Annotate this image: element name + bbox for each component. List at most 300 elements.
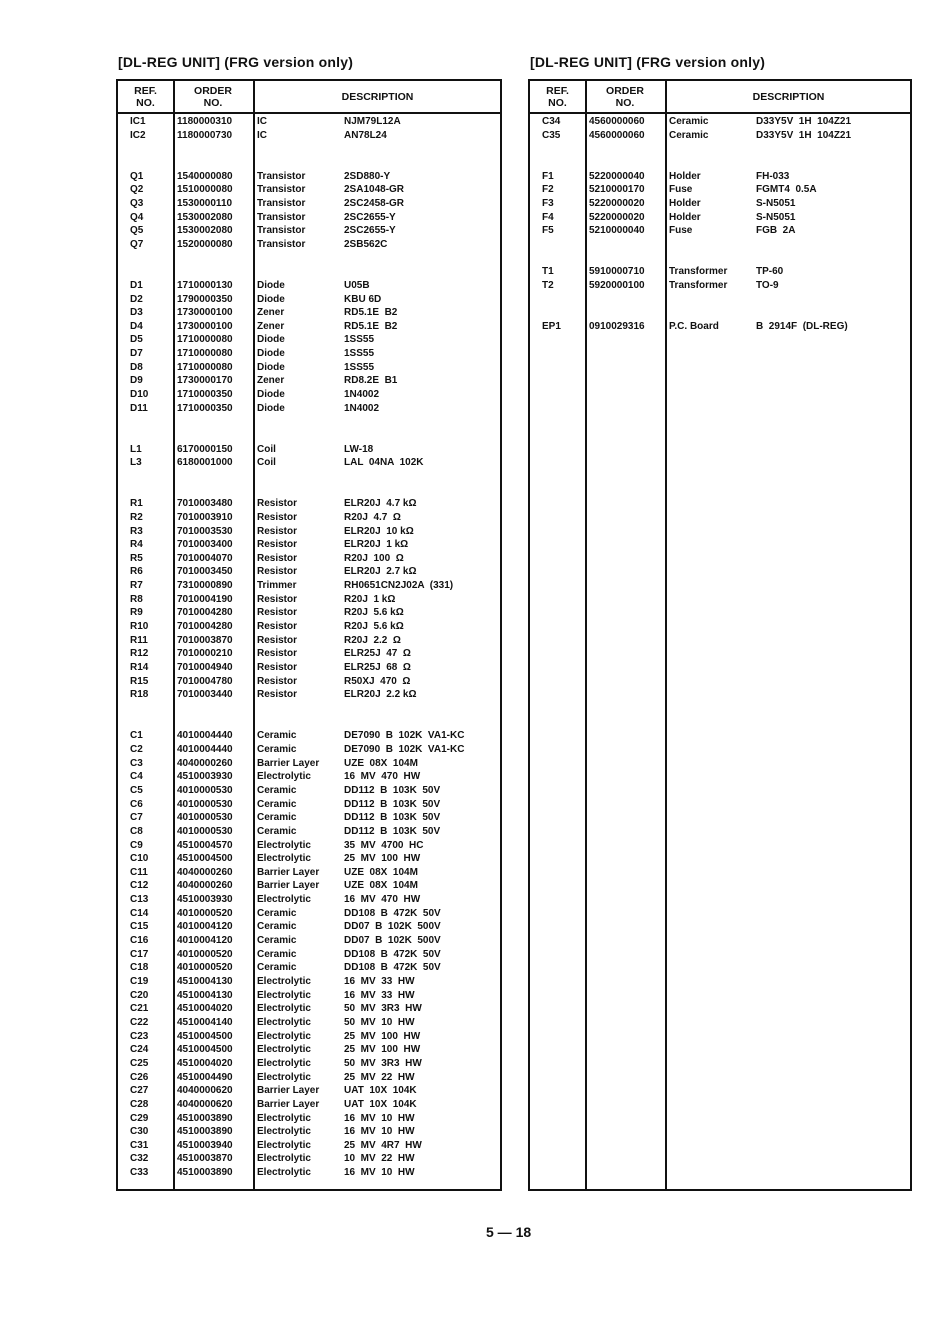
cell-type: Electrolytic xyxy=(257,1016,311,1028)
cell-type: Holder xyxy=(669,211,701,223)
cell-spec: R20J 1 kΩ xyxy=(344,593,396,605)
cell-order: 4510004020 xyxy=(177,1003,233,1015)
table-row xyxy=(118,1139,500,1153)
cell-type: Resistor xyxy=(257,566,298,578)
table-row xyxy=(118,170,500,184)
cell-spec: DD112 B 103K 50V xyxy=(344,812,441,824)
cell-ref: C33 xyxy=(130,1167,149,1178)
table-row xyxy=(118,647,500,661)
cell-type: P.C. Board xyxy=(669,320,719,332)
cell-ref: C22 xyxy=(130,1016,149,1028)
table-row xyxy=(118,961,500,975)
cell-order: 1510000080 xyxy=(177,184,233,196)
cell-spec: 16 MV 33 HW xyxy=(344,976,415,987)
cell-ref: C17 xyxy=(130,948,149,960)
cell-order: 1710000350 xyxy=(177,389,233,400)
cell-order: 4010004120 xyxy=(177,921,233,933)
cell-order: 4010004440 xyxy=(177,730,233,742)
cell-ref: C18 xyxy=(130,962,149,974)
cell-ref: C5 xyxy=(130,784,143,796)
cell-order: 7010003910 xyxy=(177,511,233,523)
cell-order: 4510004140 xyxy=(177,1016,233,1028)
cell-ref: C3 xyxy=(130,757,143,769)
cell-ref: R9 xyxy=(130,607,143,619)
cell-ref: R18 xyxy=(130,689,149,701)
cell-type: Barrier Layer xyxy=(257,866,320,878)
cell-type: Electrolytic xyxy=(257,853,311,865)
cell-type: Zener xyxy=(257,307,285,319)
cell-type: IC xyxy=(257,116,267,127)
table-row xyxy=(118,1112,500,1126)
cell-spec: ELR20J 1 kΩ xyxy=(344,539,409,551)
table-row xyxy=(118,661,500,675)
cell-type: Transformer xyxy=(669,279,728,291)
cell-ref: C8 xyxy=(130,825,143,837)
table-row xyxy=(530,211,910,225)
cell-spec: LW-18 xyxy=(344,443,374,455)
table-row xyxy=(530,129,910,143)
table-row xyxy=(118,129,500,143)
table-row xyxy=(118,620,500,634)
cell-spec: D33Y5V 1H 104Z21 xyxy=(756,129,852,141)
cell-order: 5910000710 xyxy=(589,266,645,278)
cell-order: 4510003890 xyxy=(177,1126,233,1138)
cell-spec: 16 MV 470 HW xyxy=(344,771,421,783)
cell-ref: D8 xyxy=(130,361,143,373)
order-header xyxy=(173,81,253,112)
cell-type: IC xyxy=(257,129,267,141)
cell-order: 4510004490 xyxy=(177,1071,233,1083)
cell-type: Diode xyxy=(257,361,285,373)
cell-order: 4010000530 xyxy=(177,798,233,810)
cell-ref: R14 xyxy=(130,662,149,673)
cell-order: 4560000060 xyxy=(589,129,645,141)
table-row xyxy=(118,934,500,948)
cell-order: 4510004130 xyxy=(177,976,233,987)
cell-ref: C29 xyxy=(130,1112,149,1124)
cell-spec: 25 MV 22 HW xyxy=(344,1071,415,1083)
cell-spec: 25 MV 4R7 HW xyxy=(344,1139,422,1151)
table-row xyxy=(118,989,500,1003)
cell-order: 7010004190 xyxy=(177,593,233,605)
cell-spec: B 2914F (DL-REG) xyxy=(756,320,848,332)
cell-ref: R10 xyxy=(130,621,149,632)
cell-spec: DD108 B 472K 50V xyxy=(344,907,441,919)
cell-order: 1530002080 xyxy=(177,225,233,237)
cell-order: 0910029316 xyxy=(589,320,645,332)
cell-ref: C25 xyxy=(130,1057,149,1069)
cell-ref: D10 xyxy=(130,389,149,400)
table-row xyxy=(118,374,500,388)
table-row xyxy=(118,1071,500,1085)
cell-ref: C24 xyxy=(130,1044,149,1056)
cell-type: Ceramic xyxy=(257,798,297,810)
cell-ref: C21 xyxy=(130,1003,149,1015)
cell-type: Electrolytic xyxy=(257,1003,311,1015)
cell-ref: F5 xyxy=(542,225,554,237)
cell-order: 4010000530 xyxy=(177,784,233,796)
cell-ref: C9 xyxy=(130,839,143,851)
table-row xyxy=(530,197,910,211)
cell-type: Ceramic xyxy=(257,812,297,824)
cell-ref: R6 xyxy=(130,566,143,578)
cell-spec: TP-60 xyxy=(756,266,784,278)
cell-spec: S-N5051 xyxy=(756,211,796,223)
column-divider xyxy=(585,81,587,1189)
cell-ref: Q5 xyxy=(130,225,144,237)
cell-order: 4510004500 xyxy=(177,853,233,865)
cell-order: 4010000520 xyxy=(177,907,233,919)
cell-type: Resistor xyxy=(257,525,298,537)
cell-ref: C15 xyxy=(130,921,149,933)
cell-order: 7010000210 xyxy=(177,648,233,660)
left-table-title: [DL-REG UNIT] (FRG version only) xyxy=(118,54,354,70)
cell-spec: DD112 B 103K 50V xyxy=(344,784,441,796)
table-row xyxy=(118,1152,500,1166)
cell-spec: FGB 2A xyxy=(756,225,796,237)
table-row xyxy=(118,388,500,402)
cell-order: 1180000730 xyxy=(177,129,233,141)
cell-order: 7010003450 xyxy=(177,566,233,578)
table-row xyxy=(118,402,500,416)
cell-ref: R15 xyxy=(130,675,149,687)
ref-header xyxy=(118,81,173,112)
cell-order: 7010003440 xyxy=(177,689,233,701)
cell-type: Resistor xyxy=(257,511,298,523)
table-row xyxy=(118,852,500,866)
cell-type: Transistor xyxy=(257,225,306,237)
cell-order: 5920000100 xyxy=(589,279,645,291)
cell-ref: C31 xyxy=(130,1139,149,1151)
cell-spec: 10 MV 22 HW xyxy=(344,1153,415,1165)
cell-type: Transistor xyxy=(257,197,306,209)
cell-ref: Q7 xyxy=(130,238,144,250)
cell-type: Diode xyxy=(257,334,285,346)
cell-type: Electrolytic xyxy=(257,989,311,1001)
cell-spec: NJM79L12A xyxy=(344,116,401,127)
cell-type: Resistor xyxy=(257,593,298,605)
cell-ref: F1 xyxy=(542,170,554,182)
cell-ref: T2 xyxy=(542,279,554,291)
cell-ref: C10 xyxy=(130,853,149,865)
cell-order: 1180000310 xyxy=(177,116,233,127)
cell-spec: DE7090 B 102K VA1-KC xyxy=(344,743,465,755)
cell-type: Electrolytic xyxy=(257,1112,311,1124)
cell-type: Ceramic xyxy=(257,921,297,933)
ref-header-line2: NO. xyxy=(548,96,567,109)
cell-spec: D33Y5V 1H 104Z21 xyxy=(756,116,852,127)
order-header xyxy=(585,81,665,112)
table-row xyxy=(118,224,500,238)
cell-type: Resistor xyxy=(257,621,298,632)
cell-spec: AN78L24 xyxy=(344,129,387,141)
cell-ref: Q1 xyxy=(130,170,144,182)
cell-spec: 2SB562C xyxy=(344,238,388,250)
cell-ref: R8 xyxy=(130,593,143,605)
cell-ref: R12 xyxy=(130,648,149,660)
description-header xyxy=(253,81,502,112)
cell-type: Ceramic xyxy=(669,116,709,127)
cell-type: Resistor xyxy=(257,648,298,660)
table-row xyxy=(118,306,500,320)
cell-type: Transistor xyxy=(257,170,306,182)
description-header-label: DESCRIPTION xyxy=(752,90,825,103)
cell-spec: DD112 B 103K 50V xyxy=(344,798,441,810)
cell-type: Barrier Layer xyxy=(257,757,320,769)
cell-spec: DD07 B 102K 500V xyxy=(344,935,441,946)
table-row xyxy=(118,279,500,293)
table-row xyxy=(530,115,910,129)
table-row xyxy=(118,757,500,771)
cell-type: Barrier Layer xyxy=(257,1085,320,1097)
cell-spec: 16 MV 470 HW xyxy=(344,894,421,906)
cell-ref: C14 xyxy=(130,907,149,919)
order-header-line2: NO. xyxy=(203,96,223,109)
cell-order: 1730000100 xyxy=(177,320,233,332)
cell-type: Resistor xyxy=(257,539,298,551)
cell-spec: LAL 04NA 102K xyxy=(344,457,424,469)
cell-ref: C11 xyxy=(130,866,148,878)
table-row xyxy=(118,798,500,812)
cell-type: Electrolytic xyxy=(257,1167,311,1178)
cell-order: 4010000520 xyxy=(177,948,233,960)
cell-ref: R2 xyxy=(130,511,143,523)
page-number: 5 — 18 xyxy=(486,1224,532,1240)
table-row xyxy=(118,1125,500,1139)
cell-type: Transistor xyxy=(257,238,306,250)
cell-order: 4510004570 xyxy=(177,839,233,851)
cell-type: Holder xyxy=(669,197,701,209)
cell-spec: 2SD880-Y xyxy=(344,170,391,182)
table-row xyxy=(118,511,500,525)
cell-spec: UAT 10X 104K xyxy=(344,1098,417,1110)
cell-order: 1520000080 xyxy=(177,238,233,250)
cell-spec: R20J 5.6 kΩ xyxy=(344,621,404,632)
cell-type: Diode xyxy=(257,389,285,400)
cell-spec: R20J 5.6 kΩ xyxy=(344,607,404,619)
cell-type: Electrolytic xyxy=(257,1044,311,1056)
table-row xyxy=(118,1030,500,1044)
cell-spec: 35 MV 4700 HC xyxy=(344,839,424,851)
ref-header xyxy=(530,81,585,112)
cell-ref: R3 xyxy=(130,525,143,537)
cell-ref: IC2 xyxy=(130,129,146,141)
cell-ref: T1 xyxy=(542,266,554,278)
cell-type: Resistor xyxy=(257,607,298,619)
table-row xyxy=(118,975,500,989)
table-row xyxy=(118,211,500,225)
cell-spec: 25 MV 100 HW xyxy=(344,1044,421,1056)
table-row xyxy=(118,293,500,307)
cell-spec: ELR25J 68 Ω xyxy=(344,662,411,673)
table-row xyxy=(118,839,500,853)
cell-order: 4010000530 xyxy=(177,825,233,837)
cell-spec: 2SC2655-Y xyxy=(344,211,396,223)
cell-ref: D3 xyxy=(130,307,143,319)
table-row xyxy=(118,1043,500,1057)
table-row xyxy=(118,579,500,593)
table-row xyxy=(118,729,500,743)
cell-spec: UZE 08X 104M xyxy=(344,880,418,892)
table-row xyxy=(530,320,910,334)
cell-order: 4010000530 xyxy=(177,812,233,824)
cell-type: Ceramic xyxy=(257,784,297,796)
cell-ref: F4 xyxy=(542,211,554,223)
cell-spec: 25 MV 100 HW xyxy=(344,1030,421,1042)
cell-spec: R20J 100 Ω xyxy=(344,552,404,564)
cell-ref: C20 xyxy=(130,989,149,1001)
cell-type: Holder xyxy=(669,170,701,182)
cell-type: Diode xyxy=(257,348,285,360)
cell-type: Resistor xyxy=(257,634,298,646)
cell-type: Electrolytic xyxy=(257,1057,311,1069)
right-parts-table xyxy=(528,79,912,1191)
cell-ref: R1 xyxy=(130,498,143,510)
cell-type: Trimmer xyxy=(257,580,297,592)
table-row xyxy=(118,538,500,552)
cell-spec: 1SS55 xyxy=(344,334,375,346)
cell-order: 4010004440 xyxy=(177,743,233,755)
cell-type: Electrolytic xyxy=(257,1139,311,1151)
table-row xyxy=(118,866,500,880)
table-row xyxy=(118,593,500,607)
cell-order: 7010003480 xyxy=(177,498,233,510)
cell-type: Resistor xyxy=(257,675,298,687)
cell-order: 1730000100 xyxy=(177,307,233,319)
cell-ref: C35 xyxy=(542,129,561,141)
cell-type: Barrier Layer xyxy=(257,1098,320,1110)
table-row xyxy=(118,1016,500,1030)
table-row xyxy=(118,1166,500,1180)
cell-spec: ELR20J 2.2 kΩ xyxy=(344,689,417,701)
order-header-line2: NO. xyxy=(615,96,635,109)
cell-type: Electrolytic xyxy=(257,894,311,906)
cell-spec: 1N4002 xyxy=(344,402,380,414)
cell-spec: R20J 2.2 Ω xyxy=(344,634,401,646)
cell-ref: R7 xyxy=(130,580,143,592)
cell-type: Resistor xyxy=(257,662,298,673)
cell-order: 4040000260 xyxy=(177,757,233,769)
cell-ref: F3 xyxy=(542,197,554,209)
cell-type: Ceramic xyxy=(257,825,297,837)
cell-spec: 2SC2655-Y xyxy=(344,225,396,237)
cell-order: 1530002080 xyxy=(177,211,233,223)
cell-spec: 16 MV 33 HW xyxy=(344,989,415,1001)
table-row xyxy=(118,443,500,457)
cell-order: 4510003870 xyxy=(177,1153,233,1165)
cell-order: 5220000020 xyxy=(589,211,645,223)
table-row xyxy=(530,279,910,293)
cell-type: Electrolytic xyxy=(257,1126,311,1138)
cell-type: Transistor xyxy=(257,184,306,196)
table-row xyxy=(118,333,500,347)
cell-order: 4040000260 xyxy=(177,866,233,878)
order-header-line1: ORDER xyxy=(606,84,644,97)
table-row xyxy=(118,552,500,566)
cell-type: Resistor xyxy=(257,498,298,510)
cell-spec: ELR25J 47 Ω xyxy=(344,648,411,660)
right-table-title: [DL-REG UNIT] (FRG version only) xyxy=(530,54,766,70)
cell-spec: DD108 B 472K 50V xyxy=(344,948,441,960)
cell-spec: 50 MV 10 HW xyxy=(344,1016,415,1028)
cell-order: 4510004500 xyxy=(177,1030,233,1042)
cell-spec: ELR20J 10 kΩ xyxy=(344,525,414,537)
cell-type: Ceramic xyxy=(257,730,297,742)
cell-ref: C32 xyxy=(130,1153,149,1165)
cell-type: Ceramic xyxy=(257,743,297,755)
cell-order: 4040000260 xyxy=(177,880,233,892)
cell-spec: 1SS55 xyxy=(344,348,375,360)
cell-type: Ceramic xyxy=(669,129,709,141)
table-row xyxy=(118,784,500,798)
cell-ref: D1 xyxy=(130,279,143,291)
cell-order: 4010004120 xyxy=(177,935,233,946)
cell-order: 7310000890 xyxy=(177,580,233,592)
cell-ref: C19 xyxy=(130,976,149,987)
cell-ref: L3 xyxy=(130,457,142,469)
cell-ref: Q2 xyxy=(130,184,144,196)
cell-order: 4510003890 xyxy=(177,1112,233,1124)
cell-ref: D7 xyxy=(130,348,143,360)
table-row xyxy=(118,688,500,702)
table-row xyxy=(118,920,500,934)
cell-type: Electrolytic xyxy=(257,1030,311,1042)
table-row xyxy=(118,811,500,825)
cell-ref: C28 xyxy=(130,1098,149,1110)
cell-spec: 16 MV 10 HW xyxy=(344,1126,415,1138)
description-header xyxy=(665,81,912,112)
cell-type: Transistor xyxy=(257,211,306,223)
cell-type: Electrolytic xyxy=(257,1071,311,1083)
cell-ref: C2 xyxy=(130,743,143,755)
cell-order: 5210000170 xyxy=(589,184,645,196)
cell-type: Zener xyxy=(257,320,285,332)
cell-type: Diode xyxy=(257,293,285,305)
table-row xyxy=(530,265,910,279)
cell-type: Transformer xyxy=(669,266,728,278)
table-row xyxy=(118,675,500,689)
cell-order: 7010004070 xyxy=(177,552,233,564)
cell-ref: L1 xyxy=(130,443,142,455)
cell-spec: ELR20J 2.7 kΩ xyxy=(344,566,417,578)
cell-ref: C34 xyxy=(542,116,561,127)
cell-spec: DD108 B 472K 50V xyxy=(344,962,441,974)
cell-ref: R11 xyxy=(130,634,148,646)
table-row xyxy=(118,347,500,361)
cell-type: Resistor xyxy=(257,552,298,564)
cell-order: 7010004280 xyxy=(177,621,233,632)
cell-order: 7010004780 xyxy=(177,675,233,687)
cell-spec: FH-033 xyxy=(756,170,790,182)
cell-order: 4010000520 xyxy=(177,962,233,974)
cell-spec: U05B xyxy=(344,279,370,291)
cell-spec: UZE 08X 104M xyxy=(344,866,418,878)
cell-order: 4510004020 xyxy=(177,1057,233,1069)
cell-order: 4510004500 xyxy=(177,1044,233,1056)
cell-type: Ceramic xyxy=(257,962,297,974)
cell-type: Fuse xyxy=(669,184,693,196)
cell-order: 5220000040 xyxy=(589,170,645,182)
cell-order: 1790000350 xyxy=(177,293,233,305)
cell-spec: 25 MV 100 HW xyxy=(344,853,421,865)
cell-ref: D9 xyxy=(130,375,143,387)
ref-header-line1: REF. xyxy=(134,84,157,97)
cell-order: 7010004940 xyxy=(177,662,233,673)
cell-spec: FGMT4 0.5A xyxy=(756,184,817,196)
cell-spec: RD5.1E B2 xyxy=(344,320,398,332)
cell-spec: 2SC2458-GR xyxy=(344,197,405,209)
ref-header-line2: NO. xyxy=(136,96,155,109)
